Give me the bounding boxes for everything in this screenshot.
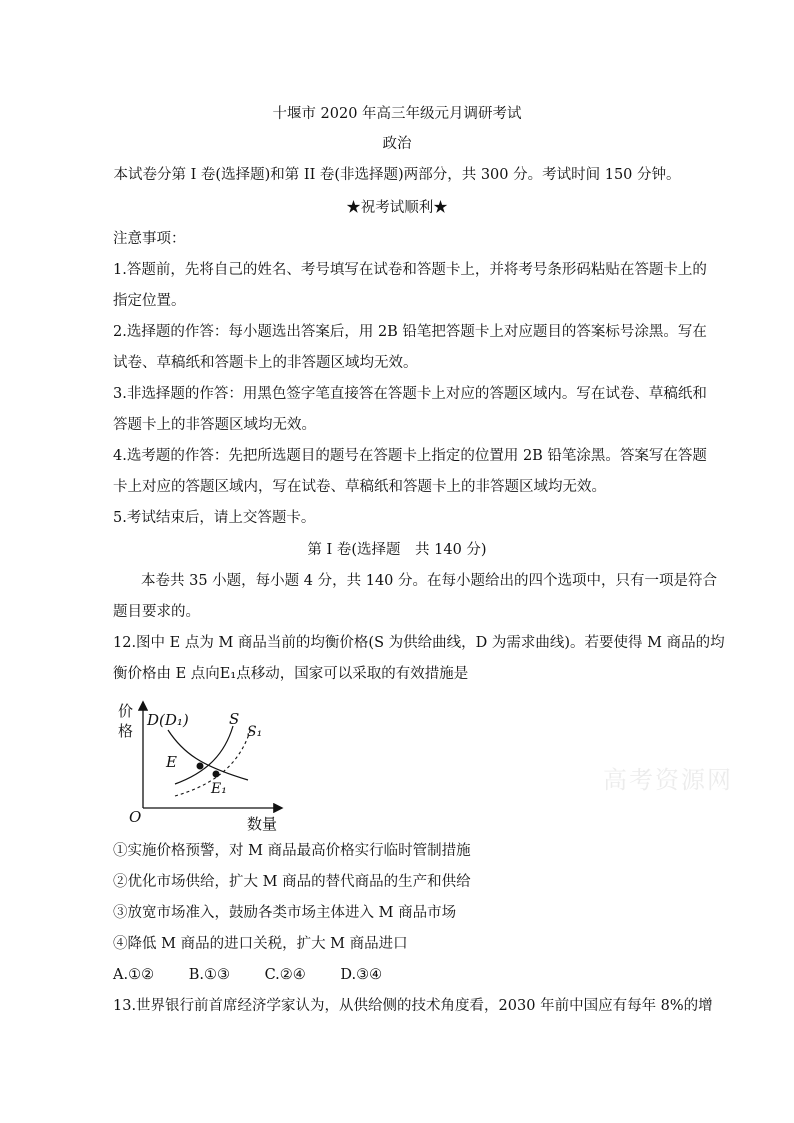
demand-curve xyxy=(168,730,248,780)
y-axis-label: 格 xyxy=(118,722,134,740)
notice-line: 2.选择题的作答：每小题选出答案后，用 2B 铅笔把答题卡上对应题目的答案标号涂黑。写在 xyxy=(113,324,707,340)
notice-line: 5.考试结束后，请上交答题卡。 xyxy=(113,510,316,526)
supply-curve-s1-label: S₁ xyxy=(247,724,263,740)
option-c: C.②④ xyxy=(264,967,306,983)
notice-line: 卡上对应的答题区域内，写在试卷、草稿纸和答题卡上的非答题区域均无效。 xyxy=(113,479,606,495)
demand-curve-label: D(D₁) xyxy=(147,711,189,729)
supply-curve-label: S xyxy=(229,710,240,728)
blessing-line: ★祝考试顺利★ xyxy=(346,200,448,216)
subject-title: 政治 xyxy=(382,136,412,152)
option-d: D.③④ xyxy=(340,967,383,983)
choice-item: ④降低 M 商品的进口关税，扩大 M 商品进口 xyxy=(113,936,408,952)
section-desc: 题目要求的。 xyxy=(113,604,200,620)
point-e xyxy=(197,763,204,770)
section-title: 第 I 卷(选择题 共 140 分) xyxy=(307,542,487,558)
supply-curve-s xyxy=(175,726,233,784)
choice-item: ①实施价格预警，对 M 商品最高价格实行临时管制措施 xyxy=(113,843,471,859)
origin-label: O xyxy=(129,808,142,826)
answer-options xyxy=(113,965,683,985)
notice-line: 4.选考题的作答：先把所选题目的题号在答题卡上指定的位置用 2B 铅笔涂黑。答案写在答题 xyxy=(113,448,707,464)
notice-line: 1.答题前，先将自己的姓名、考号填写在试卷和答题卡上，并将考号条形码粘贴在答题卡上的 xyxy=(113,262,707,278)
x-axis-label: 数量 xyxy=(247,815,278,833)
choice-item: ③放宽市场准入，鼓励各类市场主体进入 M 商品市场 xyxy=(113,905,457,921)
point-e-label: E xyxy=(166,753,177,771)
y-axis-label: 价 xyxy=(118,702,134,720)
exam-title: 十堰市 2020 年高三年级元月调研考试 xyxy=(272,106,522,122)
question-12-stem: 12.图中 E 点为 M 商品当前的均衡价格(S 为供给曲线，D 为需求曲线)。若要使得 M 商品的均 xyxy=(113,635,725,651)
notice-line: 指定位置。 xyxy=(113,293,186,309)
question-13-stem: 13.世界银行前首席经济学家认为，从供给侧的技术角度看，2030 年前中国应有每年 8%的增 xyxy=(113,998,713,1014)
question-12-stem: 衡价格由 E 点向E₁点移动，国家可以采取的有效措施是 xyxy=(113,666,469,682)
supply-demand-graph xyxy=(113,698,293,833)
section-desc: 本卷共 35 小题，每小题 4 分，共 140 分。在每小题给出的四个选项中，只有一项是符合 xyxy=(141,573,718,589)
watermark: 高考资源网 xyxy=(603,766,733,794)
notice-line: 3.非选择题的作答：用黑色签字笔直接答在答题卡上对应的答题区域内。写在试卷、草稿纸和 xyxy=(113,386,707,402)
choice-item: ②优化市场供给，扩大 M 商品的替代商品的生产和供给 xyxy=(113,874,471,890)
point-e1-label: E₁ xyxy=(211,781,227,797)
notice-heading: 注意事项： xyxy=(113,231,186,247)
option-a: A.①② xyxy=(113,967,155,983)
notice-line: 答题卡上的非答题区域均无效。 xyxy=(113,417,316,433)
option-b: B.①③ xyxy=(188,967,230,983)
point-e1 xyxy=(213,771,220,778)
exam-intro: 本试卷分第 I 卷(选择题)和第 II 卷(非选择题)两部分，共 300 分。考试时间 150 分钟。 xyxy=(113,167,681,183)
notice-line: 试卷、草稿纸和答题卡上的非答题区域均无效。 xyxy=(113,355,418,371)
